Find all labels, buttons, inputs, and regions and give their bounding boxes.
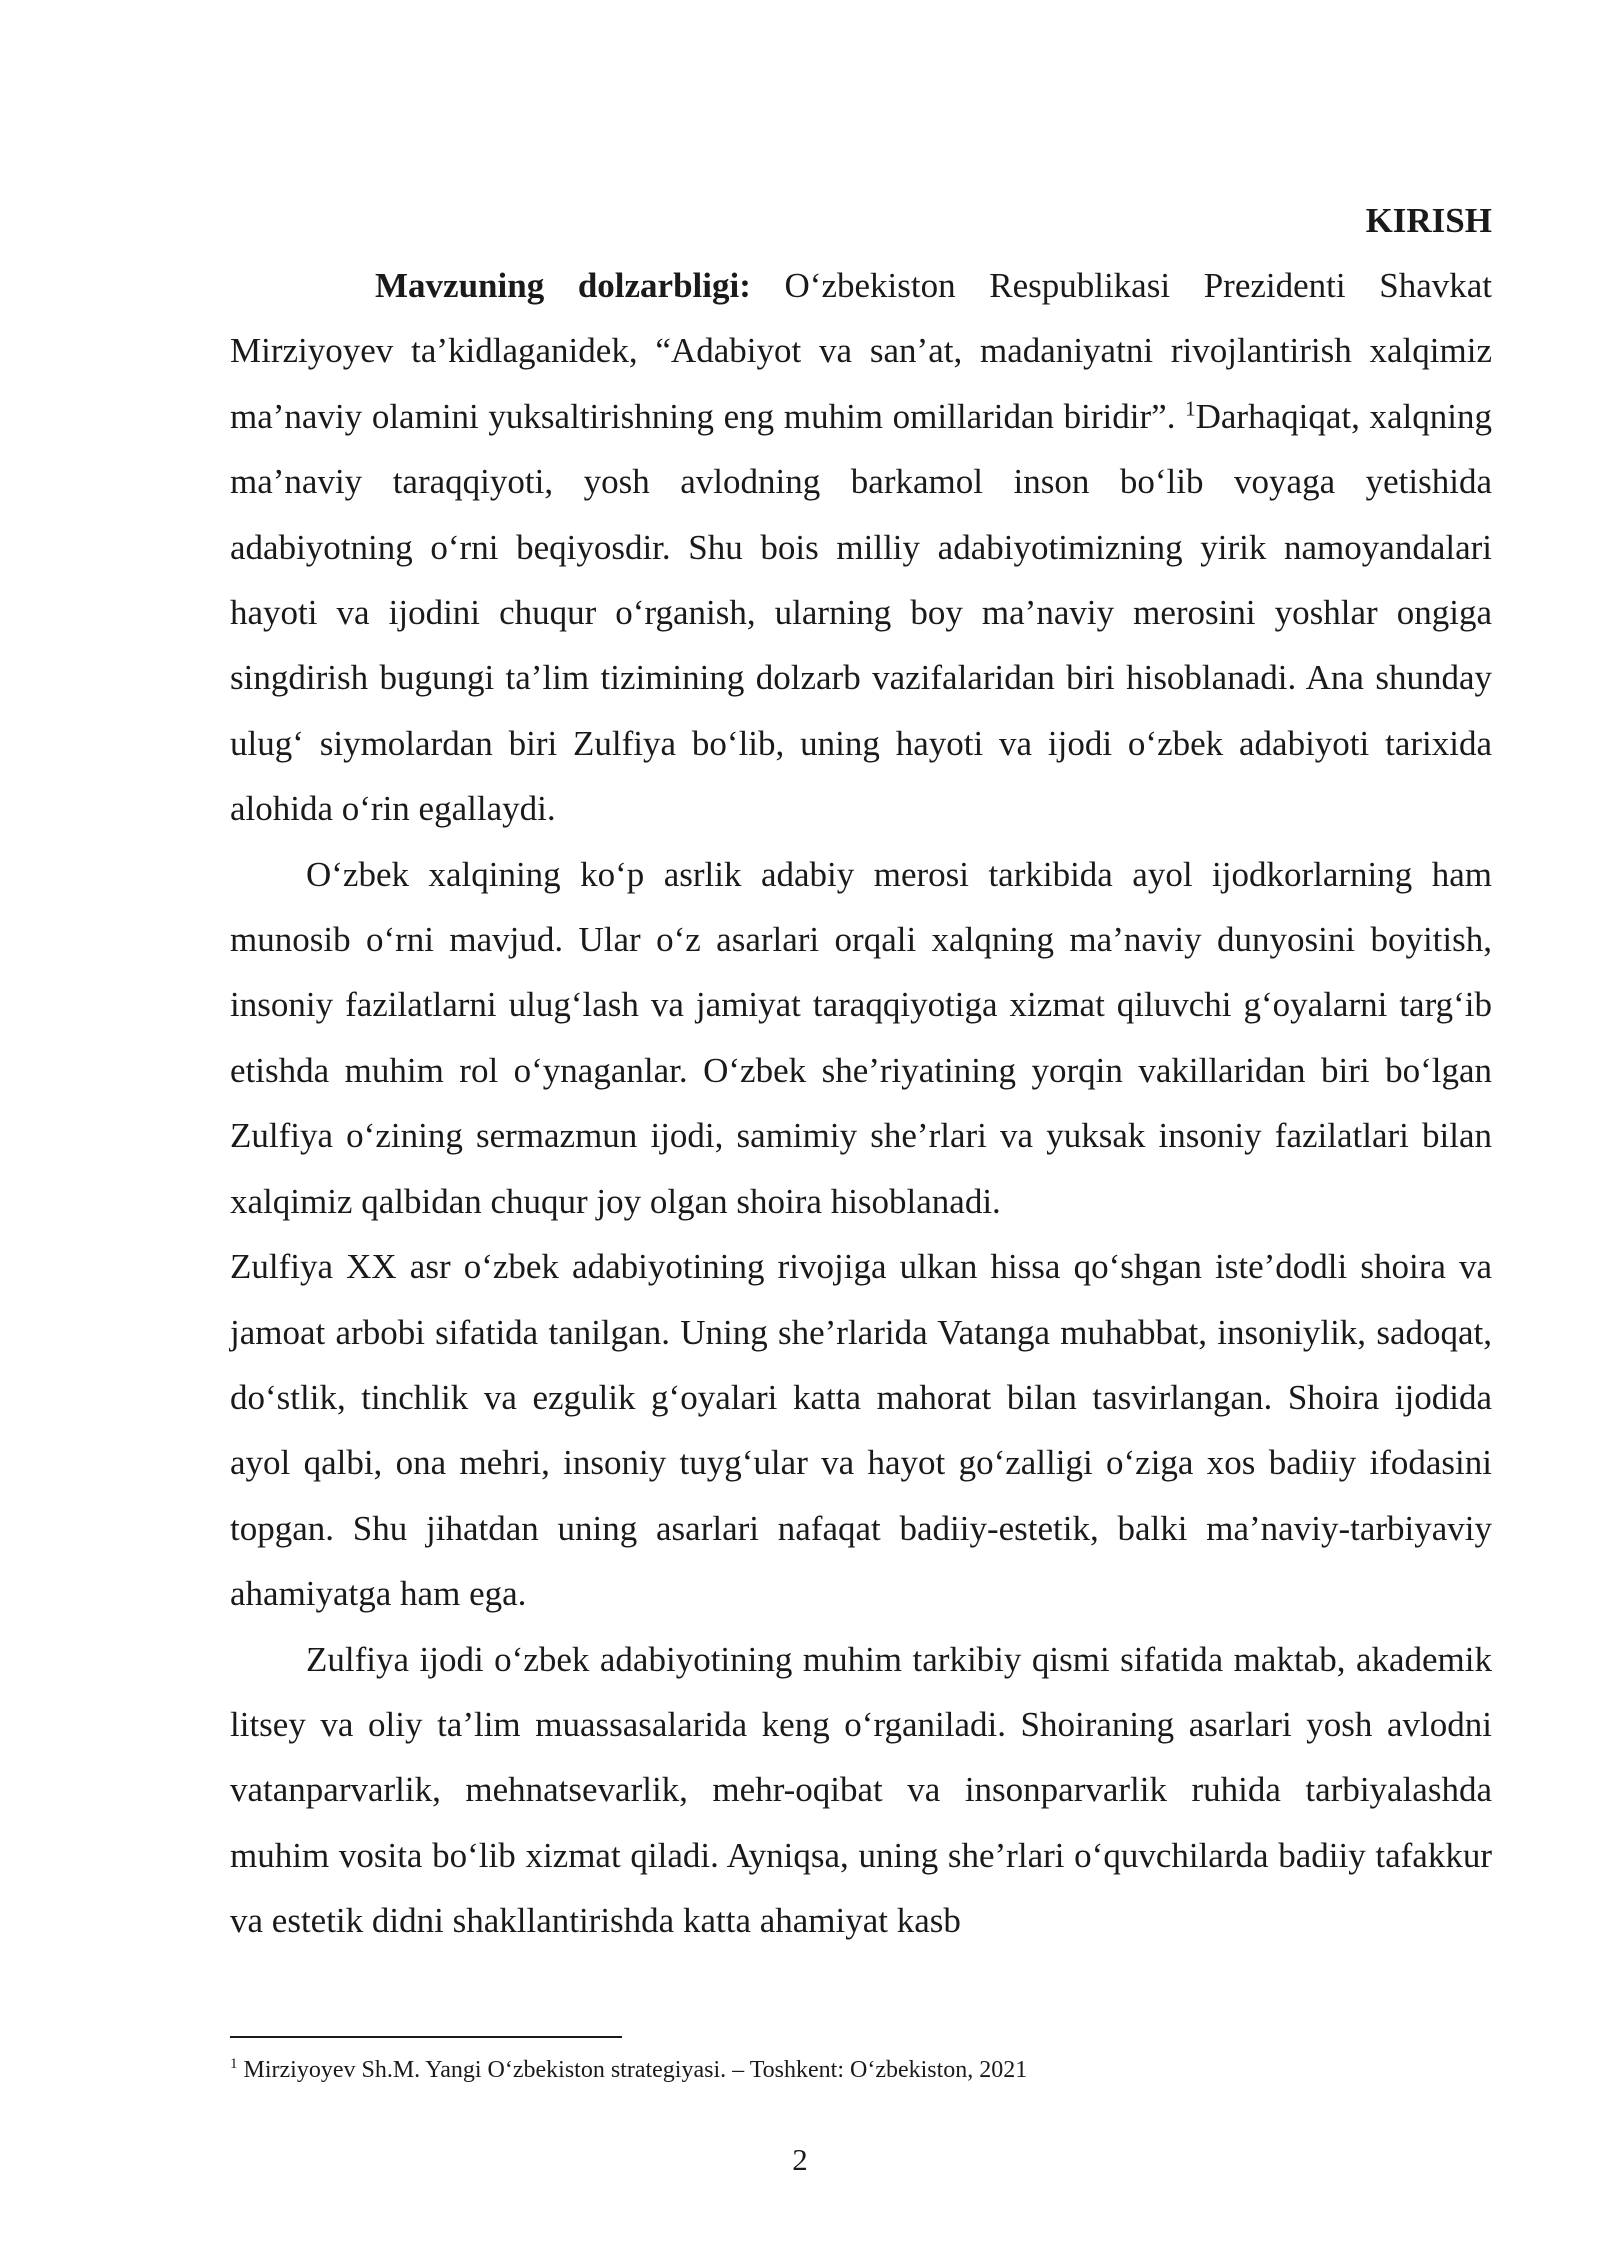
paragraph-zulfiya-education: Zulfiya ijodi o‘zbek adabiyotining muhim tarkibiy qismi sifatida maktab, akademik litsey va oliy ta’lim muassasalarida keng o‘rganiladi. Shoiraning asarlari yosh avlodni vatanparvarlik, mehnatsevarlik, mehr-oqibat va insonparvarlik ruhida tarbiyalashda muhim vosita bo‘lib xizmat qiladi. Ayniqsa, uning she’rlari o‘quvchilarda badiiy tafakkur va estetik didni shakllantirishda katta ahamiyat kasb [230,1639,1492,1941]
footnote [230,2052,1492,2088]
paragraph-text: Darhaqiqat, xalqning ma’naviy taraqqiyoti, yosh avlodning barkamol inson bo‘lib voyaga yetishida adabiyotning o‘rni beqiyosdir. Shu bois milliy adabiyotimizning yirik namoyandalari hayoti va ijodini chuqur o‘rganish, ularning boy ma’naviy merosini yoshlar ongiga singdirish bugungi ta’lim tizimining dolzarb vazifalaridan biri hisoblanadi. Ana shunday ulug‘ siymolardan biri Zulfiya bo‘lib, uning hayoti va ijodi o‘zbek adabiyoti tarixida alohida o‘rin egallaydi. [230,396,1493,829]
footnote-marker: 1 [230,2056,238,2072]
footnote-reference[interactable]: 1 [1185,396,1196,421]
page-body [230,188,1492,1954]
paragraph-text: O‘zbekiston Respublikasi Prezidenti Shavkat Mirziyoyev ta’kidlaganidek, “Adabiyot va san’at, madaniyatni rivojlantirish xalqimiz ma’naviy olamini yuksaltirishning eng muhim omillaridan biridir”. [230,266,1492,436]
footnote-separator [230,2036,622,2038]
relevance-lead: Mavzuning dolzarbligi: [375,266,751,305]
section-heading: KIRISH [1365,201,1492,240]
footnote-text: Mirziyoyev Sh.M. Yangi O‘zbekiston strategiyasi. – Toshkent: O‘zbekiston, 2021 [237,2057,1028,2083]
paragraph-zulfiya-poet: Zulfiya XX asr o‘zbek adabiyotining rivojiga ulkan hissa qo‘shgan iste’dodli shoira va jamoat arbobi sifatida tanilgan. Uning she’rlarida Vatanga muhabbat, insoniylik, sadoqat, do‘stlik, tinchlik va ezgulik g‘oyalari katta mahorat bilan tasvirlangan. Shoira ijodida ayol qalbi, ona mehri, insoniy tuyg‘ular va hayot go‘zalligi o‘ziga xos badiiy ifodasini topgan. Shu jihatdan uning asarlari nafaqat badiiy-estetik, balki ma’naviy-tarbiyaviy ahamiyatga ham ega. [230,1247,1492,1614]
paragraph-women-writers: O‘zbek xalqining ko‘p asrlik adabiy merosi tarkibida ayol ijodkorlarning ham munosib o‘rni mavjud. Ular o‘z asarlari orqali xalqning ma’naviy dunyosini boyitish, insoniy fazilatlarni ulug‘lash va jamiyat taraqqiyotiga xizmat qiluvchi g‘oyalarni targ‘ib etishda muhim rol o‘ynaganlar. O‘zbek she’riyatining yorqin vakillaridan biri bo‘lgan Zulfiya o‘zining sermazmun ijodi, samimiy she’rlari va yuksak insoniy fazilatlari bilan xalqimiz qalbidan chuqur joy olgan shoira hisoblanadi. [230,854,1492,1221]
paragraph-relevance [230,253,1492,842]
page-number: 2 [792,2142,808,2177]
